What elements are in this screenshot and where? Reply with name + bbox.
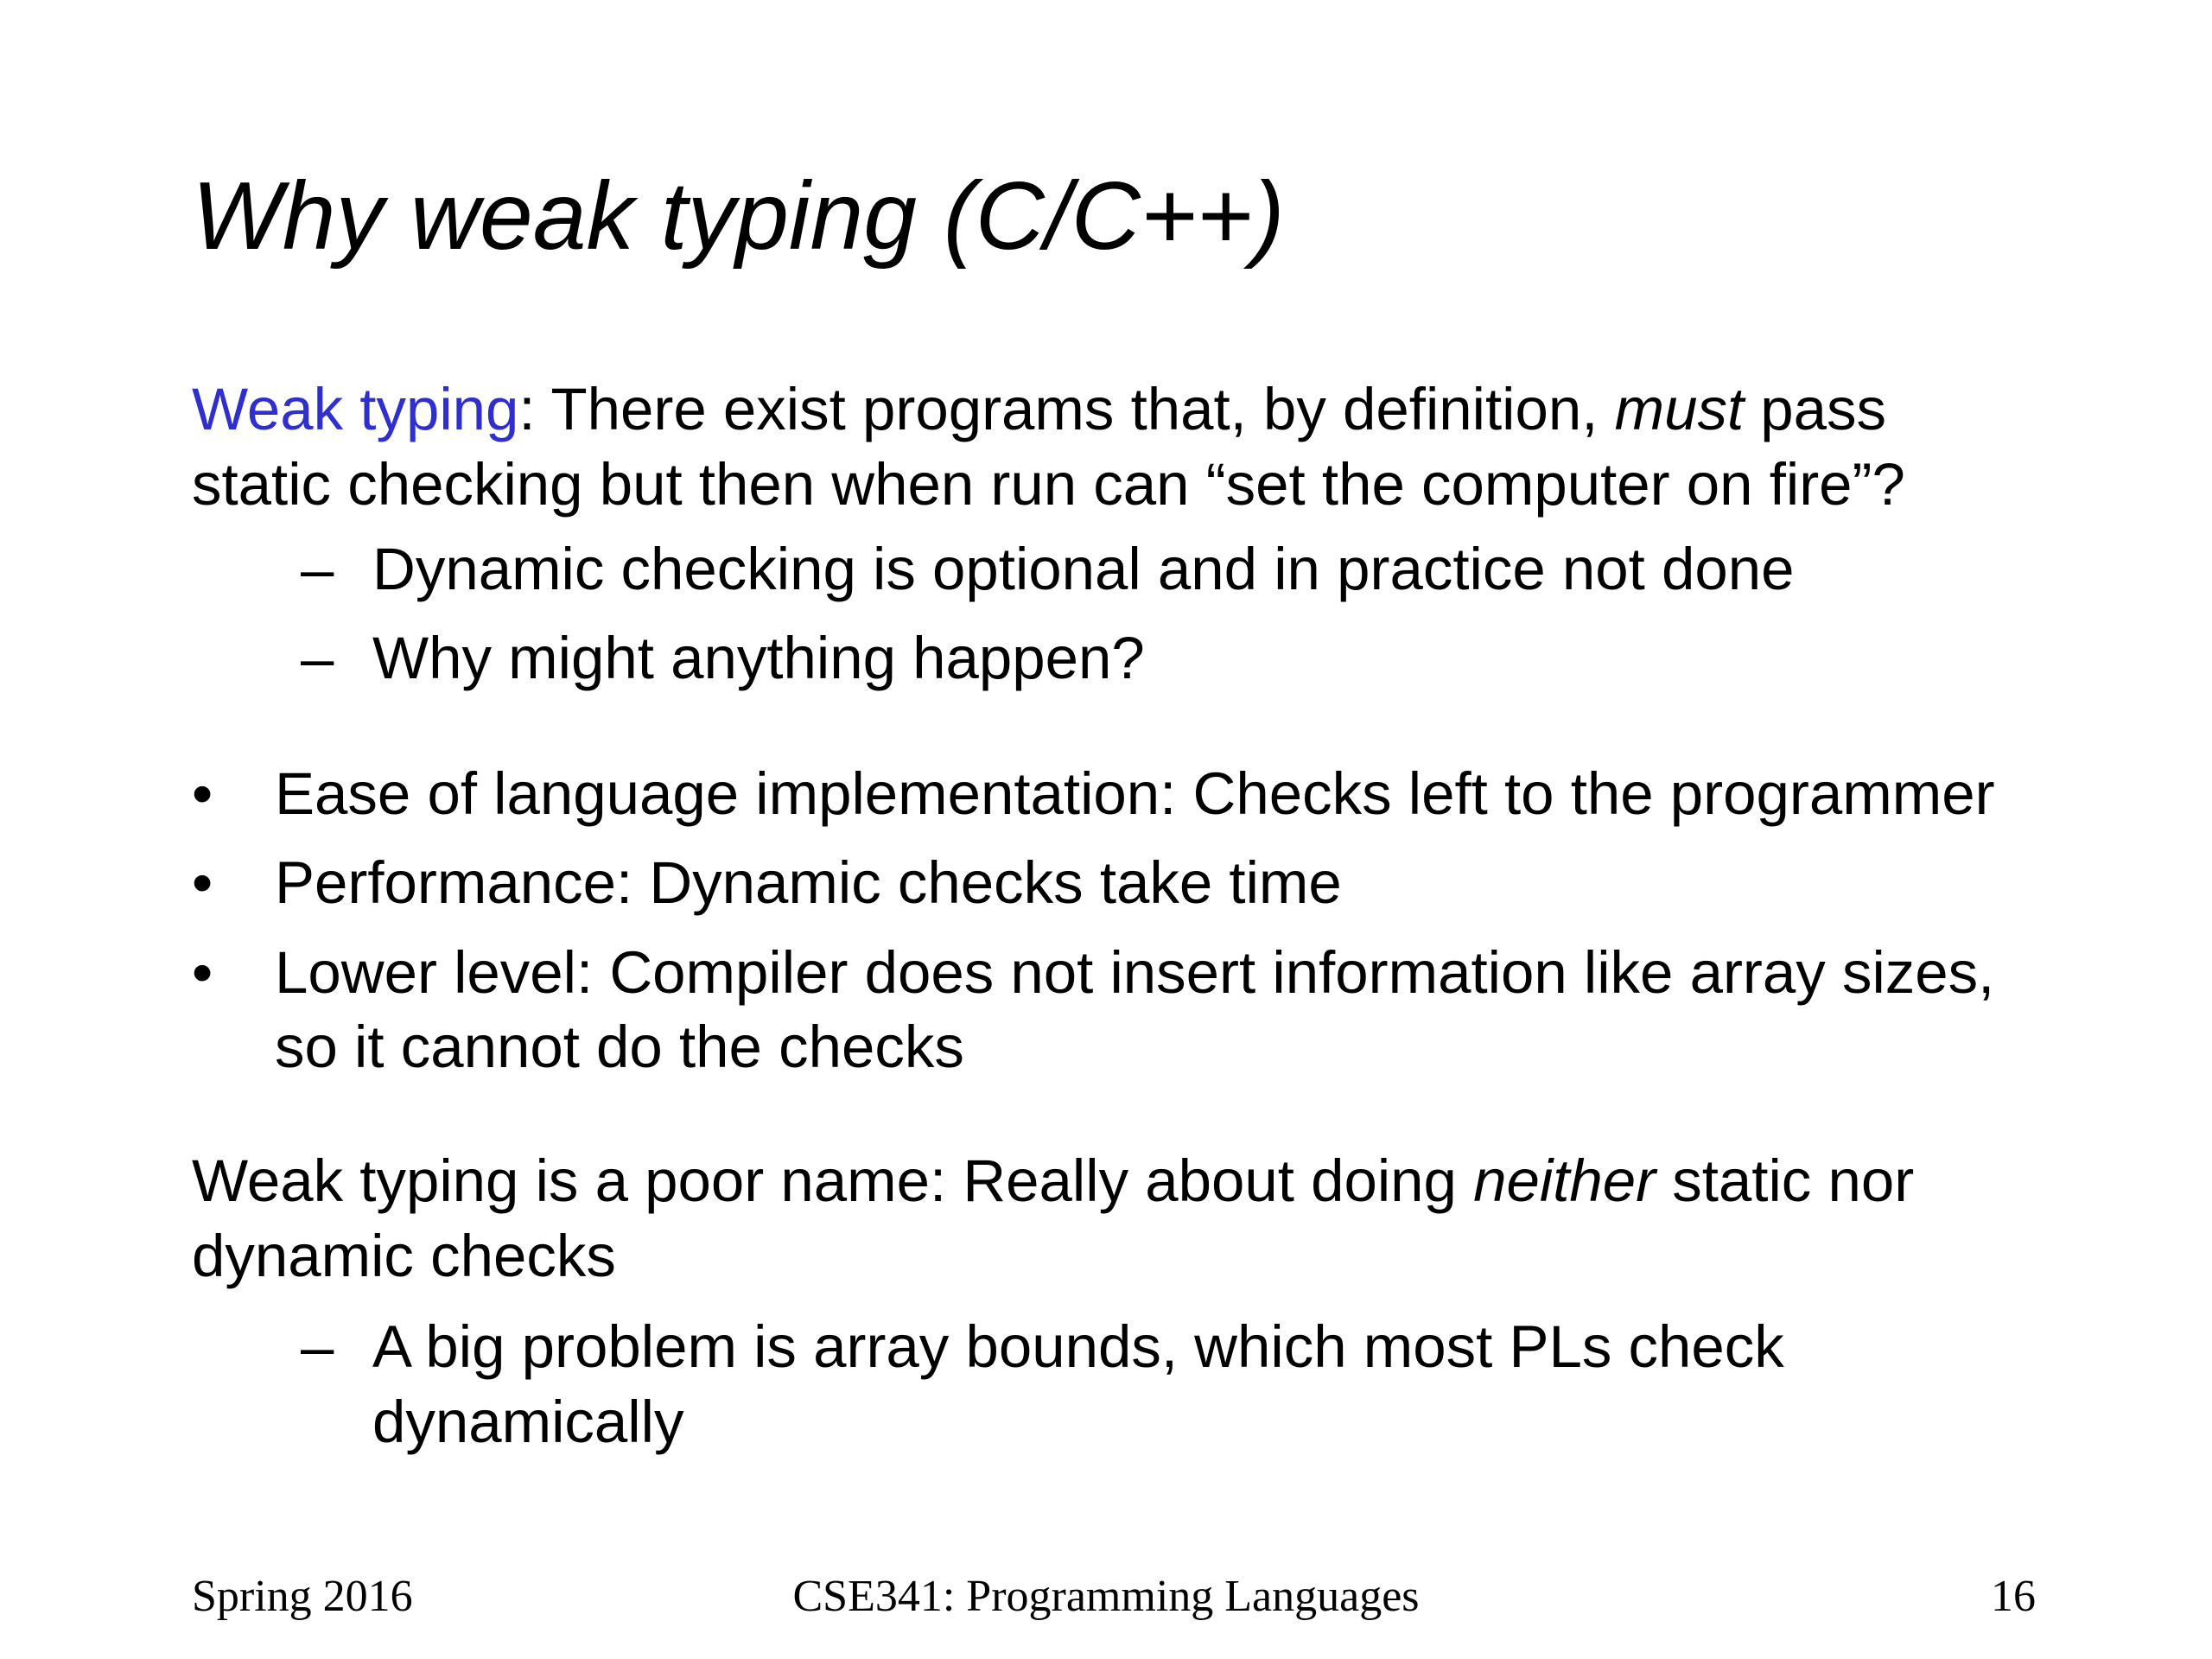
definition-line-2: static checking but then when run can “set the computer on fire”? bbox=[192, 451, 1905, 518]
slide-title: Why weak typing (C/C++) bbox=[192, 162, 1285, 270]
conclusion-text-1: Weak typing is a poor name: Really about doing bbox=[192, 1147, 1474, 1214]
conclusion-line-2: dynamic checks bbox=[192, 1223, 616, 1289]
footer-date: Spring 2016 bbox=[192, 1572, 413, 1621]
footer-course: CSE341: Programming Languages bbox=[792, 1572, 1420, 1621]
sub-point-text: A big problem is array bounds, which most PLs check bbox=[372, 1313, 1784, 1380]
dash-marker: – bbox=[301, 536, 334, 602]
bullet-text: Ease of language implementation: Checks left to the programmer bbox=[275, 760, 1995, 827]
bullet-marker: • bbox=[192, 849, 213, 916]
dash-marker: – bbox=[301, 625, 334, 691]
bullet-text: Performance: Dynamic checks take time bbox=[275, 849, 1342, 916]
footer-page-number: 16 bbox=[1991, 1572, 2036, 1621]
definition-emphasis: must bbox=[1614, 376, 1745, 442]
sub-point-text: Dynamic checking is optional and in practice not done bbox=[372, 536, 1795, 602]
conclusion-line-1 bbox=[192, 1143, 1914, 1218]
definition-term: Weak typing bbox=[192, 376, 519, 442]
definition-text-1-end: pass bbox=[1744, 376, 1887, 442]
bullet-marker: • bbox=[192, 939, 213, 1006]
bullet-text: so it cannot do the checks bbox=[275, 1014, 964, 1080]
dash-marker: – bbox=[301, 1313, 334, 1380]
conclusion-emphasis: neither bbox=[1473, 1147, 1656, 1214]
definition-text-1: : There exist programs that, by definition, bbox=[518, 376, 1615, 442]
bullet-text: Lower level: Compiler does not insert information like array sizes, bbox=[275, 939, 1995, 1006]
sub-point-text: Why might anything happen? bbox=[372, 625, 1145, 691]
conclusion-text-1-end: static nor bbox=[1656, 1147, 1915, 1214]
sub-point-text: dynamically bbox=[372, 1389, 684, 1455]
definition-line-1 bbox=[192, 372, 1886, 447]
bullet-marker: • bbox=[192, 760, 213, 827]
